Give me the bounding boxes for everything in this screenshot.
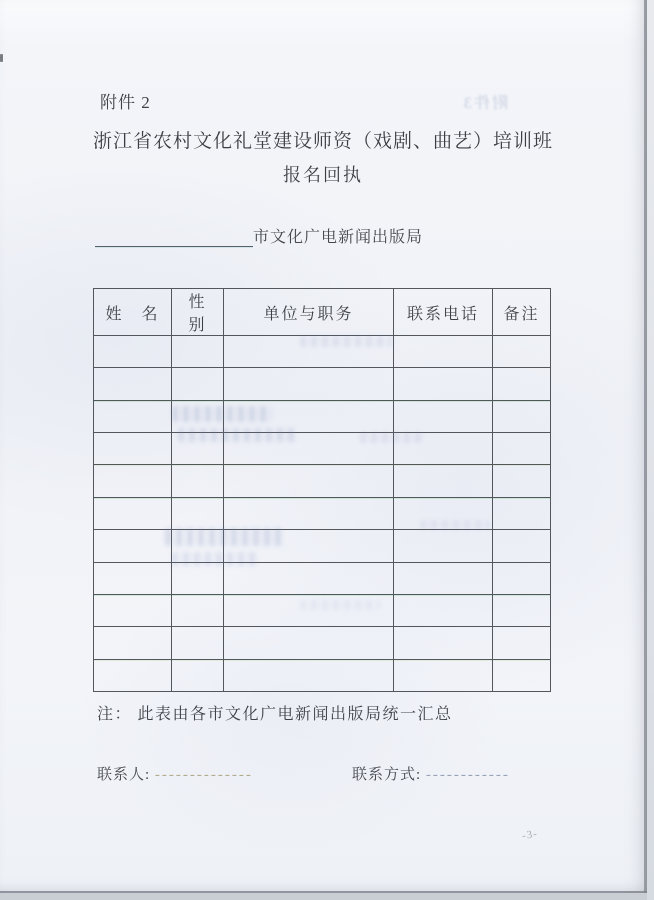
attachment-label: 附件 2: [100, 93, 151, 112]
table-cell: [224, 497, 394, 529]
table-row: [94, 530, 551, 562]
table-cell: [493, 368, 551, 400]
table-cell: [224, 465, 394, 497]
table-row: [94, 433, 551, 465]
org-name-suffix: 市文化广电新闻出版局: [253, 229, 424, 246]
table-cell: [94, 627, 172, 659]
table-cell: [94, 368, 172, 400]
bleedthrough-smudge: [165, 528, 283, 546]
table-row: [94, 368, 551, 400]
contact-method-blank-dashes: ------------: [425, 767, 510, 783]
table-header: [94, 289, 551, 336]
table-cell: [172, 465, 224, 497]
table-row: [94, 659, 551, 691]
table-cell: [394, 465, 493, 497]
org-line: [95, 224, 423, 247]
scanner-bottom-band: [0, 893, 647, 900]
table-cell: [94, 433, 172, 465]
table-header-row: [94, 289, 551, 336]
table-cell: [493, 400, 551, 432]
table-cell: [172, 562, 224, 594]
table-cell: [94, 465, 172, 497]
table-cell: [172, 594, 224, 626]
table-cell: [172, 627, 224, 659]
table-cell: [94, 497, 172, 529]
page-number-mark: -3-: [521, 827, 539, 843]
table-cell: [394, 336, 493, 368]
table-cell: [493, 497, 551, 529]
table-cell: [94, 530, 172, 562]
column-header-remarks: 备注: [493, 289, 551, 336]
table-cell: [172, 368, 224, 400]
city-name-blank-line: [95, 229, 253, 247]
bleedthrough-smudge: [360, 432, 424, 443]
table-row: [94, 400, 551, 432]
bleedthrough-smudge: [172, 552, 258, 566]
contact-method: [352, 763, 510, 784]
scanner-right-band: [647, 0, 654, 900]
table-cell: [394, 368, 493, 400]
table-row: [94, 627, 551, 659]
bleedthrough-smudge: [420, 520, 490, 530]
table-cell: [94, 594, 172, 626]
table-cell: [224, 368, 394, 400]
table-cell: [394, 530, 493, 562]
table-cell: [394, 659, 493, 691]
table-cell: [172, 497, 224, 529]
table-cell: [493, 465, 551, 497]
table-cell: [493, 627, 551, 659]
contact-person: [97, 763, 253, 784]
bleedthrough-smudge: [172, 406, 272, 422]
bleedthrough-smudge: [300, 336, 392, 347]
table-cell: [224, 627, 394, 659]
table-row: [94, 562, 551, 594]
table-cell: [394, 562, 493, 594]
bleedthrough-attachment-text: 附件3: [462, 95, 509, 112]
table-cell: [493, 336, 551, 368]
table-cell: [394, 627, 493, 659]
column-header-phone: 联系电话: [394, 289, 493, 336]
table-cell: [493, 659, 551, 691]
column-header-gender: 性 别: [172, 289, 224, 336]
registration-table-body: [94, 336, 551, 692]
table-cell: [394, 400, 493, 432]
table-cell: [94, 336, 172, 368]
table-cell: [394, 594, 493, 626]
table-cell: [94, 562, 172, 594]
document-title: 浙江省农村文化礼堂建设师资（戏剧、曲艺）培训班: [92, 131, 553, 152]
scan-artifact-speck: [0, 54, 3, 62]
table-cell: [493, 433, 551, 465]
table-cell: [224, 659, 394, 691]
footnote: 注： 此表由各市文化广电新闻出版局统一汇总: [97, 706, 453, 723]
table-cell: [172, 659, 224, 691]
registration-table: [93, 288, 551, 692]
contact-person-blank-dashes: --------------: [154, 767, 253, 783]
bleedthrough-smudge: [300, 600, 380, 610]
document-subtitle: 报名回执: [283, 165, 363, 185]
table-cell: [94, 400, 172, 432]
table-cell: [94, 659, 172, 691]
table-row: [94, 465, 551, 497]
table-cell: [493, 562, 551, 594]
bleedthrough-smudge: [178, 428, 296, 442]
column-header-name: 姓 名: [94, 289, 172, 336]
table-cell: [172, 336, 224, 368]
table-cell: [224, 562, 394, 594]
table-cell: [493, 594, 551, 626]
table-cell: [493, 530, 551, 562]
contact-person-label: 联系人:: [97, 767, 151, 783]
column-header-unit: 单位与职务: [224, 289, 394, 336]
contact-method-label: 联系方式:: [352, 767, 422, 783]
